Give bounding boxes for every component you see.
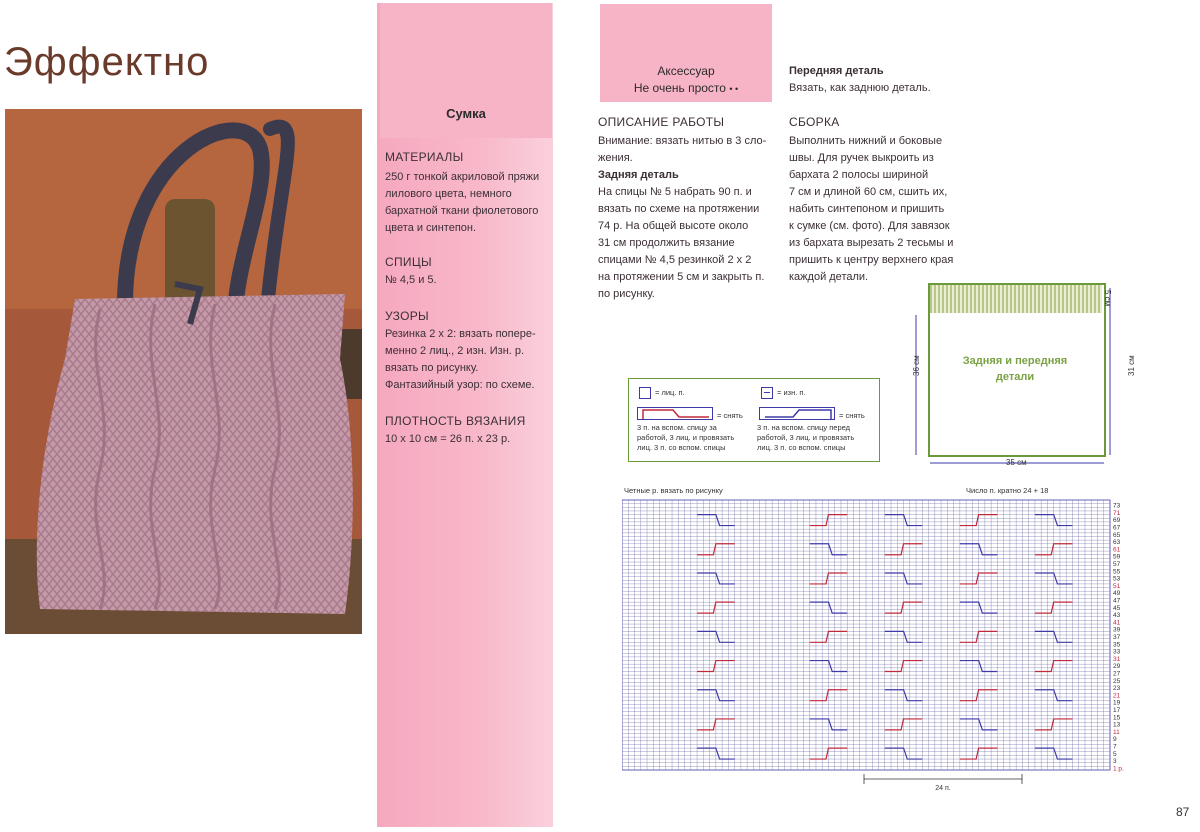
chart-row-numbers (1113, 503, 1124, 773)
chart-row-number: 17 (1113, 706, 1121, 714)
chart-row-number: 65 (1113, 531, 1121, 539)
chart-row-number: 41 (1113, 619, 1121, 627)
back-piece-heading: Задняя деталь (598, 169, 679, 181)
cross-left-desc (637, 423, 734, 453)
patterns-line: Фантазийный узор: по схеме. (385, 379, 535, 391)
chart-legend (628, 378, 880, 462)
patterns-line: Резинка 2 х 2: вязать попере- (385, 328, 536, 340)
note-line: жения. (598, 152, 633, 164)
chart-row-number: 31 (1113, 655, 1121, 663)
materials-line: лилового цвета, немного (385, 188, 512, 200)
materials-line: цвета и синтепон. (385, 222, 477, 234)
assembly-line: набить синтепоном и пришить (789, 203, 945, 215)
chart-row-number: 19 (1113, 699, 1121, 707)
back-line: на протяжении 5 см и закрыть п. (598, 271, 765, 283)
needles-text: № 4,5 и 5. (385, 274, 437, 286)
back-line: вязать по схеме на протяжении (598, 203, 760, 215)
chart-row-number: 37 (1113, 634, 1121, 641)
chart-row-number: 67 (1113, 524, 1121, 532)
chart-row-number: 3 (1113, 758, 1117, 766)
chart-row-number: 43 (1113, 612, 1121, 620)
chart-row-number: 25 (1113, 677, 1121, 685)
chart-row-number: 15 (1113, 714, 1121, 722)
materials-heading: МАТЕРИАЛЫ (385, 150, 464, 164)
front-piece-text: Вязать, как заднюю деталь. (789, 82, 931, 94)
back-line: На спицы № 5 набрать 90 п. и (598, 186, 752, 198)
materials-line: бархатной ткани фиолетового (385, 205, 539, 217)
schematic-dimension-lines (908, 280, 1130, 470)
assembly-line: швы. Для ручек выкроить из (789, 152, 934, 164)
chart-row-number: 47 (1113, 597, 1121, 605)
chart-repeat-label: 24 п. (935, 785, 951, 792)
chart-row-number: 61 (1113, 546, 1121, 554)
schematic-label-line: Задняя и передняя (962, 355, 1068, 367)
patterns-heading: УЗОРЫ (385, 309, 429, 323)
chart-row-number: 5 (1113, 750, 1117, 758)
page-title: Эффектно (4, 40, 210, 84)
materials-text (385, 169, 539, 237)
difficulty-dots: • • (729, 84, 739, 94)
chart-row-number: 63 (1113, 539, 1121, 547)
note-line: Внимание: вязать нитью в 3 сло- (598, 135, 767, 147)
density-text: 10 х 10 см = 26 п. х 23 р. (385, 433, 511, 445)
back-piece-text (598, 184, 764, 303)
patterns-line: вязать по рисунку. (385, 362, 479, 374)
back-line: 31 см продолжить вязание (598, 237, 735, 249)
dim-right: 31 см (1127, 355, 1136, 376)
chart-row-number: 73 (1113, 502, 1121, 510)
description-note (598, 133, 766, 167)
chart-row-number: 45 (1113, 604, 1121, 612)
chart-row-number: 33 (1113, 648, 1121, 656)
cross-right-symbol (759, 407, 835, 421)
chart-row-number: 13 (1113, 721, 1121, 729)
chart-row-number: 29 (1113, 663, 1121, 671)
legend-line: 3 п. на вспом. спицу перед (757, 423, 851, 432)
chart-repeat-marker (864, 774, 1022, 784)
assembly-text (789, 133, 953, 286)
chart-note-right: Число п. кратно 24 + 18 (966, 486, 1049, 495)
purl-label: = изн. п. (777, 388, 806, 397)
purl-symbol (761, 387, 773, 399)
assembly-line: пришить к центру верхнего края (789, 254, 954, 266)
item-name: Сумка (446, 106, 486, 121)
knit-symbol (639, 387, 651, 399)
dim-bottom: 35 см (1006, 458, 1027, 467)
description-heading: ОПИСАНИЕ РАБОТЫ (598, 115, 725, 129)
chart-row-number: 23 (1113, 685, 1121, 693)
chart-row-number: 7 (1113, 743, 1117, 751)
density-heading: ПЛОТНОСТЬ ВЯЗАНИЯ (385, 414, 526, 428)
legend-line: 3 п. на вспом. спицу за (637, 423, 717, 432)
assembly-line: из бархата вырезать 2 тесьмы и (789, 237, 954, 249)
assembly-line: Выполнить нижний и боковые (789, 135, 943, 147)
chart-row-number: 35 (1113, 641, 1121, 649)
chart-note-left: Четные р. вязать по рисунку (624, 486, 723, 495)
page-number: 87 (1176, 805, 1190, 819)
bag-photo (5, 109, 362, 634)
dim-left: 36 см (912, 355, 921, 376)
chart-row-number: 53 (1113, 575, 1121, 583)
knit-label: = лиц. п. (655, 388, 685, 397)
chart-row-number: 1 р. (1113, 765, 1124, 773)
cross-left-eq: = снять (717, 411, 743, 420)
assembly-line: 7 см и длиной 60 см, сшить их, (789, 186, 948, 198)
chart-row-number: 27 (1113, 670, 1121, 678)
needles-heading: СПИЦЫ (385, 255, 432, 269)
legend-line: лиц. 3 п. со вспом. спицы (637, 443, 726, 452)
assembly-line: бархата 2 полосы шириной (789, 169, 929, 181)
chart-row-number: 69 (1113, 517, 1121, 525)
legend-line: работой, 3 лиц. и провязать (637, 433, 735, 442)
legend-line: работой, 3 лиц. и провязать (757, 433, 855, 442)
patterns-text (385, 326, 536, 394)
chart-row-number: 9 (1113, 736, 1117, 744)
materials-line: 250 г тонкой акриловой пряжи (385, 171, 540, 183)
chart-row-number: 21 (1113, 692, 1121, 700)
legend-line: лиц. 3 п. со вспом. спицы (757, 443, 846, 452)
chart-row-number: 55 (1113, 568, 1121, 576)
cross-right-desc (757, 423, 854, 453)
knitting-chart (622, 496, 1132, 796)
difficulty-text: Не очень просто (633, 81, 726, 95)
dim-top: 5 см (1103, 290, 1112, 307)
chart-row-number: 51 (1113, 582, 1121, 590)
chart-row-number: 71 (1113, 509, 1121, 517)
assembly-heading: СБОРКА (789, 115, 840, 129)
front-piece-heading: Передняя деталь (789, 65, 884, 77)
back-line: спицами № 4,5 резинкой 2 х 2 (598, 254, 752, 266)
assembly-line: к сумке (см. фото). Для завязок (789, 220, 950, 232)
chart-row-number: 57 (1113, 561, 1121, 569)
chart-row-number: 11 (1113, 728, 1120, 736)
chart-row-number: 49 (1113, 590, 1121, 598)
back-line: 74 р. На общей высоте около (598, 220, 749, 232)
category-label: Аксессуар (657, 64, 715, 78)
patterns-line: менно 2 лиц., 2 изн. Изн. р. (385, 345, 525, 357)
chart-row-number: 59 (1113, 553, 1121, 561)
cross-right-eq: = снять (839, 411, 865, 420)
cross-left-symbol (637, 407, 713, 421)
back-line: по рисунку. (598, 288, 655, 300)
schematic-label-line: детали (995, 371, 1035, 383)
assembly-line: каждой детали. (789, 271, 869, 283)
chart-row-number: 39 (1113, 626, 1121, 634)
difficulty-label (600, 81, 772, 95)
